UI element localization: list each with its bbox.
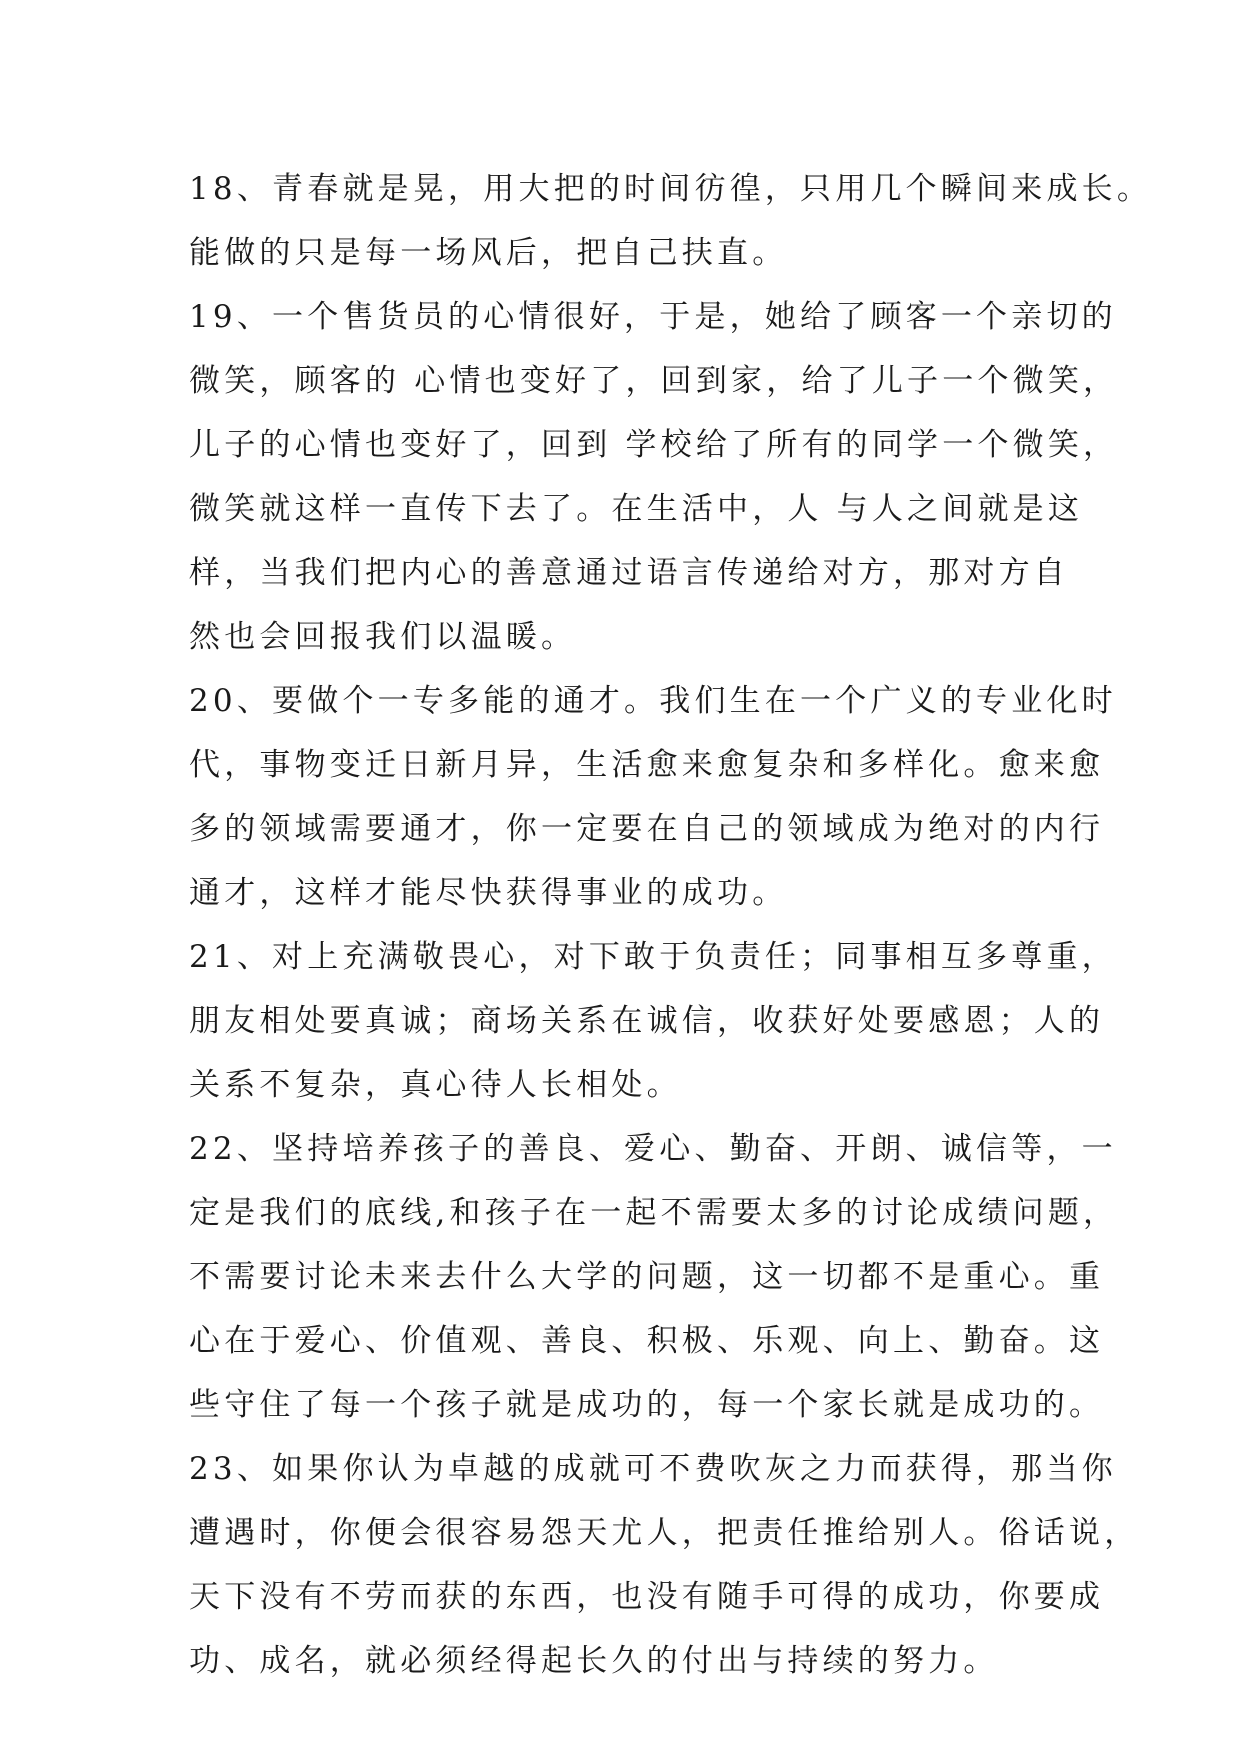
text-line: 关系不复杂，真心待人长相处。: [189, 1067, 682, 1103]
text-line: 多的领域需要通才，你一定要在自己的领域成为绝对的内行: [189, 811, 1105, 847]
text-line: 21、对上充满敬畏心，对下敢于负责任；同事相互多尊重，: [189, 939, 1117, 975]
text-line: 微笑就这样一直传下去了。在生活中，人 与人之间就是这: [189, 491, 1084, 527]
text-line: 18、青春就是晃，用大把的时间彷徨，只用几个瞬间来成长。: [189, 171, 1153, 207]
text-line: 儿子的心情也变好了，回到 学校给了所有的同学一个微笑，: [189, 427, 1119, 463]
text-line: 天下没有不劳而获的东西，也没有随手可得的成功，你要成: [189, 1579, 1105, 1615]
document-body: [189, 157, 1153, 1693]
text-line: 23、如果你认为卓越的成就可不费吹灰之力而获得，那当你: [189, 1451, 1117, 1487]
text-line: 22、坚持培养孩子的善良、爱心、勤奋、开朗、诚信等，一: [189, 1131, 1117, 1167]
text-line: 功、成名，就必须经得起长久的付出与持续的努力。: [189, 1643, 999, 1679]
text-line: 遭遇时，你便会很容易怨天尤人，把责任推给别人。俗话说，: [189, 1515, 1140, 1551]
text-line: 定是我们的底线,和孩子在一起不需要太多的讨论成绩问题，: [189, 1195, 1119, 1231]
text-line: 些守住了每一个孩子就是成功的，每一个家长就是成功的。: [189, 1387, 1105, 1423]
text-line: 19、一个售货员的心情很好，于是，她给了顾客一个亲切的: [189, 299, 1117, 335]
text-line: 不需要讨论未来去什么大学的问题，这一切都不是重心。重: [189, 1259, 1105, 1295]
text-line: 然也会回报我们以温暖。: [189, 619, 577, 655]
text-line: 代，事物变迁日新月异，生活愈来愈复杂和多样化。愈来愈: [189, 747, 1105, 783]
text-line: 通才，这样才能尽快获得事业的成功。: [189, 875, 788, 911]
text-line: 20、要做个一专多能的通才。我们生在一个广义的专业化时: [189, 683, 1117, 719]
text-line: 朋友相处要真诚；商场关系在诚信，收获好处要感恩；人的: [189, 1003, 1105, 1039]
text-line: 心在于爱心、价值观、善良、积极、乐观、向上、勤奋。这: [189, 1323, 1105, 1359]
text-line: 样，当我们把内心的善意通过语言传递给对方，那对方自: [189, 555, 1069, 591]
text-line: 微笑，顾客的 心情也变好了，回到家，给了儿子一个微笑，: [189, 363, 1119, 399]
text-line: 能做的只是每一场风后，把自己扶直。: [189, 235, 788, 271]
